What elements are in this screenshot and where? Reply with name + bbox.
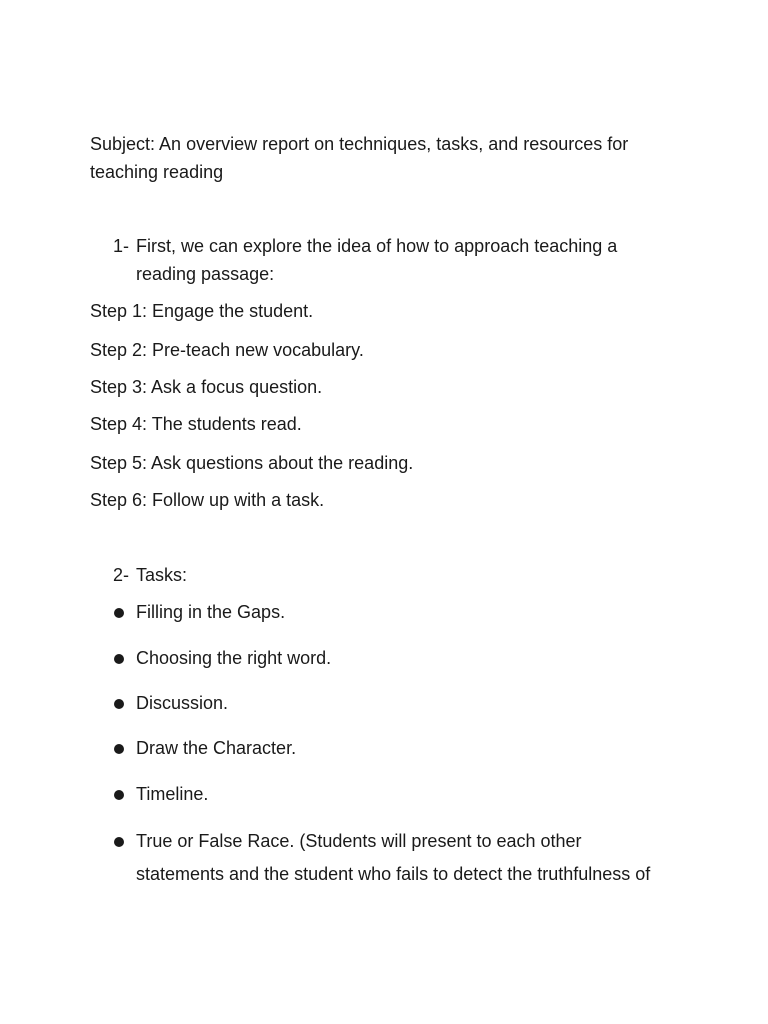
- step-2: Step 2: Pre-teach new vocabulary.: [90, 340, 364, 360]
- bullet-icon: [114, 608, 124, 618]
- list-number-2: 2-: [113, 565, 130, 585]
- subject-line-continued: teaching reading: [90, 162, 224, 182]
- task-item: Draw the Character.: [136, 738, 297, 758]
- bullet-icon: [114, 837, 124, 847]
- step-5: Step 5: Ask questions about the reading.: [90, 453, 414, 473]
- bullet-icon: [114, 744, 124, 754]
- list-number-1: 1-: [113, 236, 130, 256]
- bullet-icon: [114, 654, 124, 664]
- step-6: Step 6: Follow up with a task.: [90, 490, 325, 510]
- section1-heading-continued: reading passage:: [136, 264, 275, 284]
- section2-heading: Tasks:: [136, 565, 188, 585]
- step-1: Step 1: Engage the student.: [90, 301, 314, 321]
- task-item: Choosing the right word.: [136, 648, 332, 668]
- task-item: Timeline.: [136, 784, 209, 804]
- subject-line: Subject: An overview report on techniques, tasks, and resources for: [90, 134, 629, 154]
- bullet-icon: [114, 699, 124, 709]
- section1-heading: First, we can explore the idea of how to approach teaching a: [136, 236, 618, 256]
- task-item: Filling in the Gaps.: [136, 602, 286, 622]
- bullet-icon: [114, 790, 124, 800]
- step-4: Step 4: The students read.: [90, 414, 302, 434]
- step-3: Step 3: Ask a focus question.: [90, 377, 323, 397]
- task-item-continued: statements and the student who fails to detect the truthfulness of: [136, 864, 651, 884]
- task-item: Discussion.: [136, 693, 229, 713]
- task-item: True or False Race. (Students will present to each other: [136, 831, 582, 851]
